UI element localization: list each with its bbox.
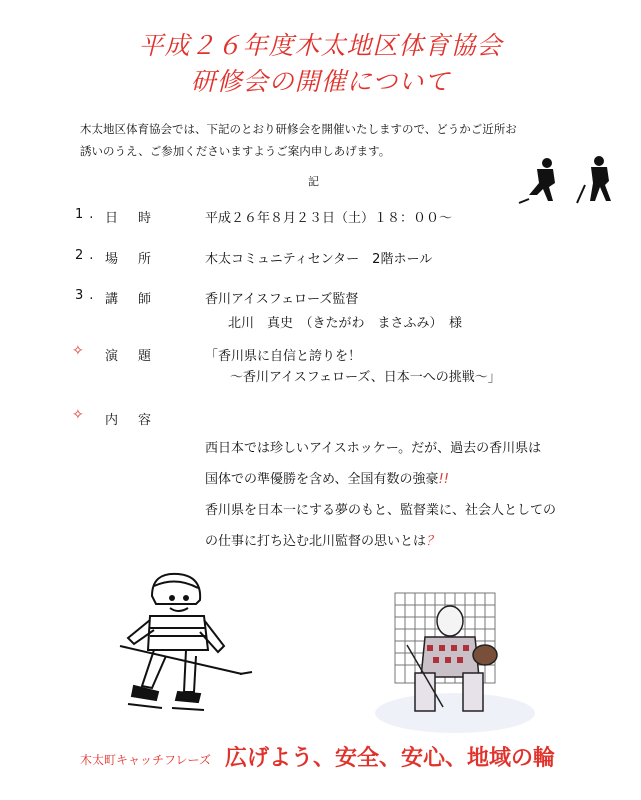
intro-line2: 誘いのうえ、ご参加くださいますようご案内申しあげます。: [80, 144, 391, 158]
item-date-value: 平成２６年８月２３日（土）１８：００～: [205, 211, 453, 226]
content-line4-text: の仕事に打ち込む北川監督の思いとは: [205, 534, 427, 549]
item-lecturer-title: 香川アイスフェローズ監督: [205, 292, 359, 307]
content-line4: [205, 526, 605, 557]
hockey-goalie-illustration: [355, 585, 535, 735]
sparkle-icon: ✧: [72, 343, 84, 359]
intro-line1: 木太地区体育協会では、下記のとおり研修会を開催いたしますので、どうかご近所お: [80, 122, 517, 136]
hockey-players-illustration: [515, 155, 625, 210]
sparkle-icon: ✧: [72, 407, 84, 423]
item-lecturer-label: 講師: [105, 292, 172, 307]
item-date-number: 1.: [75, 207, 100, 222]
item-lecturer-number: 3.: [75, 288, 100, 303]
item-lecturer-name: 北川 真史 （きたがわ まさふみ） 様: [228, 316, 463, 331]
item-content-label: 内容: [105, 413, 172, 428]
content-paragraph: [205, 433, 605, 557]
item-place-label: 場所: [105, 252, 172, 267]
exclaim-mark: !!: [438, 472, 449, 487]
item-theme-value2: ～香川アイスフェローズ、日本一への挑戦～」: [230, 370, 501, 385]
item-date-label: 日時: [105, 211, 172, 226]
content-line3: 香川県を日本一にする夢のもと、監督業に、社会人としての: [205, 503, 557, 518]
question-mark: ？: [426, 534, 440, 549]
item-theme-label: 演題: [105, 349, 172, 364]
item-place-value: 木太コミュニティセンター 2階ホール: [205, 252, 433, 267]
item-theme-value1: 「香川県に自信と誇りを！: [205, 349, 362, 364]
page-title-line1: 平成２６年度木太地区体育協会: [138, 31, 503, 60]
catchphrase-text: 広げよう、安全、安心、地域の輪: [225, 746, 556, 771]
content-line2: [205, 464, 605, 495]
ki-heading: 記: [308, 175, 319, 188]
page-title-line2: 研修会の開催について: [190, 67, 451, 96]
content-line1: 西日本では珍しいアイスホッケー。だが、過去の香川県は: [205, 441, 542, 456]
content-line2-text: 国体での準優勝を含め、全国有数の強豪: [205, 472, 439, 487]
hockey-skater-illustration: [100, 568, 255, 728]
catchphrase-label: 木太町キャッチフレーズ: [80, 753, 211, 767]
item-place-number: 2.: [75, 248, 100, 263]
